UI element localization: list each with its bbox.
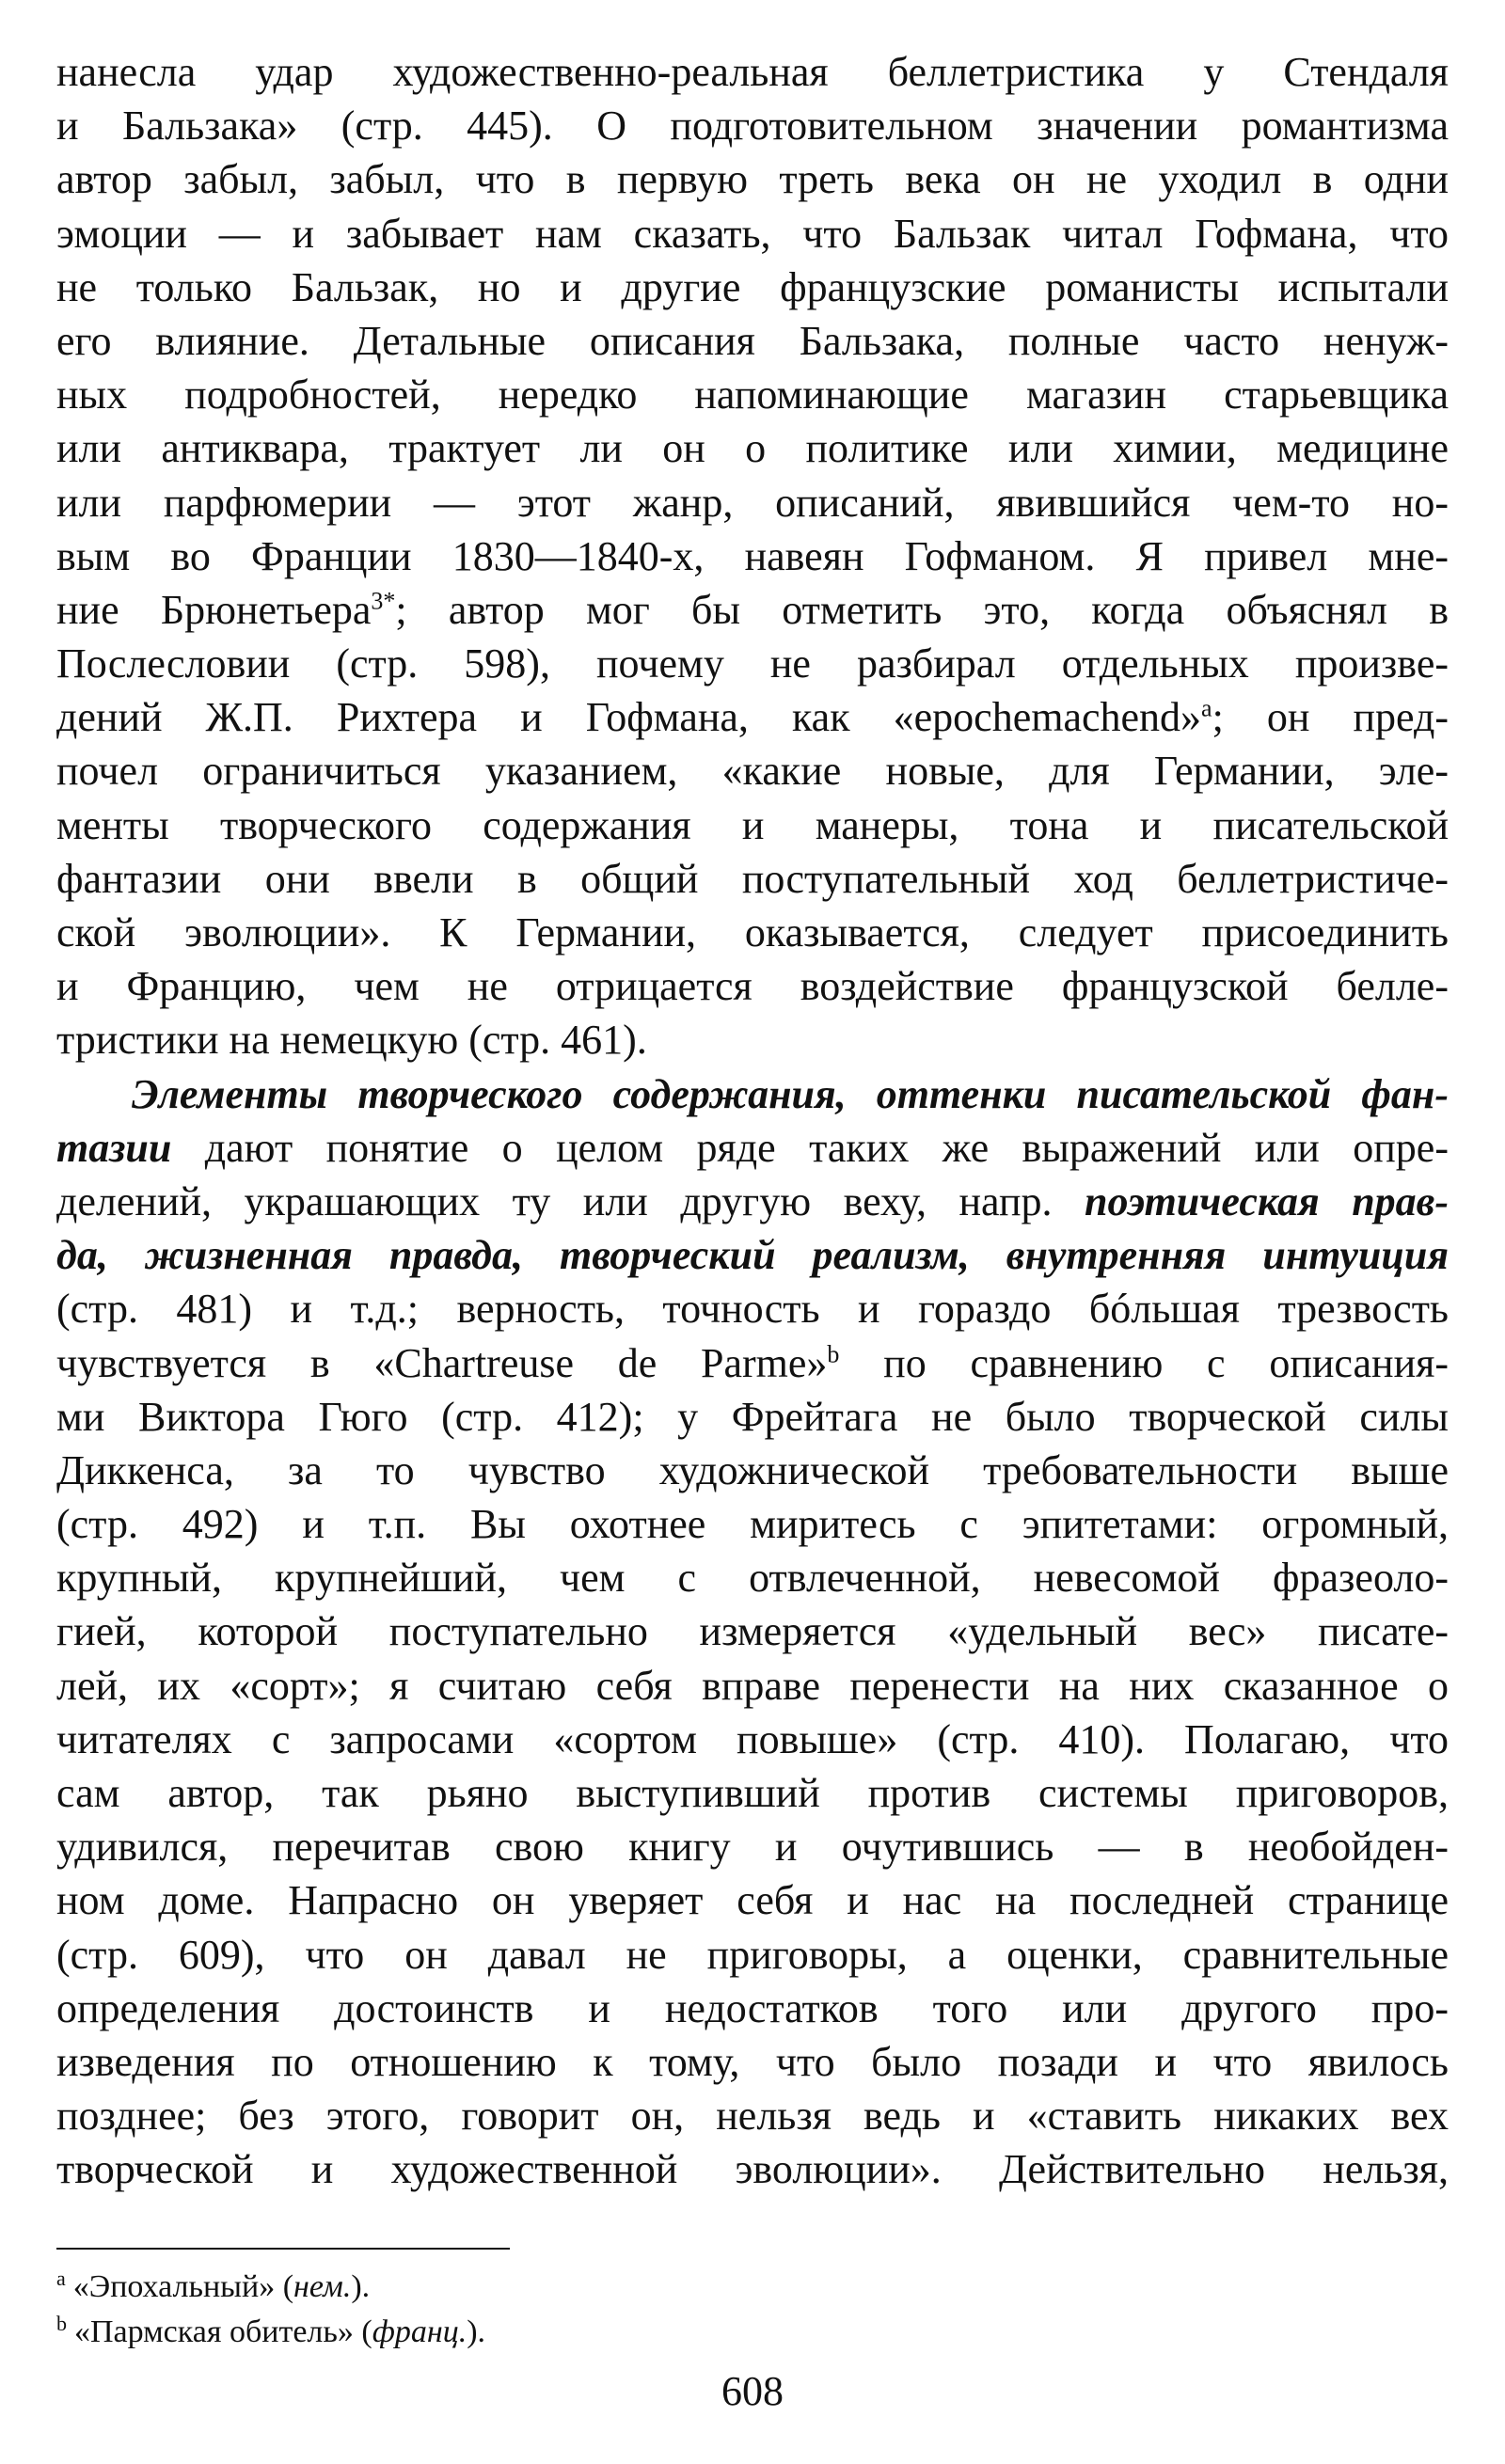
text-line: Диккенса, за то чувство художнической требовательности выше bbox=[56, 1446, 1449, 1493]
text-line: менты творческого содержания и манеры, тона и писательской bbox=[56, 801, 1449, 848]
text-segment: ; он пред- bbox=[1212, 694, 1449, 741]
text-line: нанесла удар художественно-реальная беллетристика у Стендаля bbox=[56, 49, 1449, 95]
emphasis: да, жизненная правда, творческий реализм, внутренняя интуиция bbox=[56, 1232, 1449, 1279]
footnote-lang: франц. bbox=[372, 2314, 467, 2349]
text-line: позднее; без этого, говорит он, нельзя ведь и «ставить никаких вех bbox=[56, 2093, 1449, 2140]
text-line: (стр. 609), что он давал не приговоры, а оценки, сравнительные bbox=[56, 1931, 1449, 1978]
text-line: или парфюмерии — этот жанр, описаний, явившийся чем-то но- bbox=[56, 479, 1449, 526]
text-line bbox=[56, 1336, 1449, 1390]
text-line: и Бальзака» (стр. 445). О подготовительном значении романтизма bbox=[56, 103, 1449, 150]
text-segment: ; автор мог бы отметить это, когда объяснял в bbox=[395, 586, 1449, 633]
text-line: ном доме. Напрасно он уверяет себя и нас на последней странице bbox=[56, 1877, 1449, 1924]
footnote-text: «Пармская обитель» ( bbox=[74, 2314, 372, 2349]
text-line: ми Виктора Гюго (стр. 412); у Фрейтага не было творческой силы bbox=[56, 1393, 1449, 1440]
text-line: ных подробностей, нередко напоминающие магазин старьевщика bbox=[56, 371, 1449, 419]
text-line: (стр. 481) и т.д.; верность, точность и гораздо бóльшая трезвость bbox=[56, 1286, 1449, 1333]
text-line: крупный, крупнейший, чем с отвлеченной, невесомой фразеоло- bbox=[56, 1555, 1449, 1602]
text-line: удивился, перечитав свою книгу и очутившись — в необойден- bbox=[56, 1824, 1449, 1871]
footnote-close: ). bbox=[351, 2269, 371, 2304]
footnote-text: «Эпохальный» ( bbox=[72, 2269, 294, 2304]
text-segment: чувствуется в «Chartreuse de Parme» bbox=[56, 1339, 828, 1386]
text-segment: по сравнению с описания- bbox=[839, 1339, 1449, 1386]
text-line: тристики на немецкую (стр. 461). bbox=[56, 1017, 647, 1064]
footnote bbox=[56, 2265, 1449, 2310]
emphasis: Элементы творческого содержания, оттенки писательской фан- bbox=[132, 1070, 1449, 1117]
main-text bbox=[56, 45, 1449, 2197]
footnote-divider bbox=[56, 2248, 510, 2250]
footnote-close: ). bbox=[467, 2314, 486, 2349]
text-line: автор забыл, забыл, что в первую треть века он не уходил в одни bbox=[56, 156, 1449, 203]
text-line bbox=[56, 1121, 1449, 1175]
text-line: фантазии они ввели в общий поступательный ход беллетристиче- bbox=[56, 855, 1449, 902]
text-line: сам автор, так рьяно выступивший против системы приговоров, bbox=[56, 1770, 1449, 1816]
emphasis: поэтическая прав- bbox=[1085, 1177, 1449, 1224]
text-line: не только Бальзак, но и другие французские романисты испытали bbox=[56, 263, 1449, 310]
text-segment: дений Ж.П. Рихтера и Гофмана, как «epochemachend» bbox=[56, 694, 1202, 741]
text-segment: ние Брюнетьера bbox=[56, 586, 372, 633]
text-line: ской эволюции». К Германии, оказывается, следует присоединить bbox=[56, 909, 1449, 956]
footnote-ref: 3* bbox=[371, 587, 396, 615]
text-line: эмоции — и забывает нам сказать, что Бальзак читал Гофмана, что bbox=[56, 210, 1449, 257]
text-line: почел ограничиться указанием, «какие новые, для Германии, эле- bbox=[56, 748, 1449, 795]
text-line: и Францию, чем не отрицается воздействие французской белле- bbox=[56, 963, 1449, 1010]
footnote bbox=[56, 2310, 1449, 2355]
text-line bbox=[56, 1175, 1449, 1228]
footnote-ref: a bbox=[1201, 694, 1212, 722]
text-line: вым во Франции 1830—1840-х, навеян Гофманом. Я привел мне- bbox=[56, 532, 1449, 579]
text-line: его влияние. Детальные описания Бальзака, полные часто ненуж- bbox=[56, 317, 1449, 364]
text-line: Послесловии (стр. 598), почему не разбирал отдельных произве- bbox=[56, 640, 1449, 687]
text-line bbox=[56, 690, 1449, 744]
footnote-mark: a bbox=[56, 2266, 66, 2290]
text-line: гией, которой поступательно измеряется «удельный вес» писате- bbox=[56, 1608, 1449, 1655]
text-line: определения достоинств и недостатков того или другого про- bbox=[56, 1984, 1449, 2031]
page-number: 608 bbox=[721, 2368, 784, 2414]
text-line bbox=[56, 1067, 1449, 1121]
emphasis: тазии bbox=[56, 1124, 172, 1171]
text-line: или антиквара, трактует ли он о политике или химии, медицине bbox=[56, 425, 1449, 472]
text-line: лей, их «сорт»; я считаю себя вправе перенести на них сказанное о bbox=[56, 1662, 1449, 1709]
text-line: творческой и художественной эволюции». Действительно нельзя, bbox=[56, 2146, 1449, 2193]
text-line bbox=[56, 1228, 1449, 1282]
footnote-ref: b bbox=[827, 1339, 840, 1367]
text-line: изведения по отношению к тому, что было позади и что явилось bbox=[56, 2038, 1449, 2085]
footnote-mark: b bbox=[56, 2311, 67, 2335]
text-segment: дают понятие о целом ряде таких же выражений или опре- bbox=[171, 1124, 1449, 1171]
footnote-lang: нем. bbox=[293, 2269, 352, 2304]
text-line: (стр. 492) и т.п. Вы охотнее миритесь с эпитетами: огромный, bbox=[56, 1501, 1449, 1548]
text-line bbox=[56, 583, 1449, 637]
footnotes bbox=[56, 2265, 1449, 2355]
text-segment: делений, украшающих ту или другую веху, напр. bbox=[56, 1177, 1085, 1224]
text-line: читателях с запросами «сортом повыше» (стр. 410). Полагаю, что bbox=[56, 1715, 1449, 1762]
